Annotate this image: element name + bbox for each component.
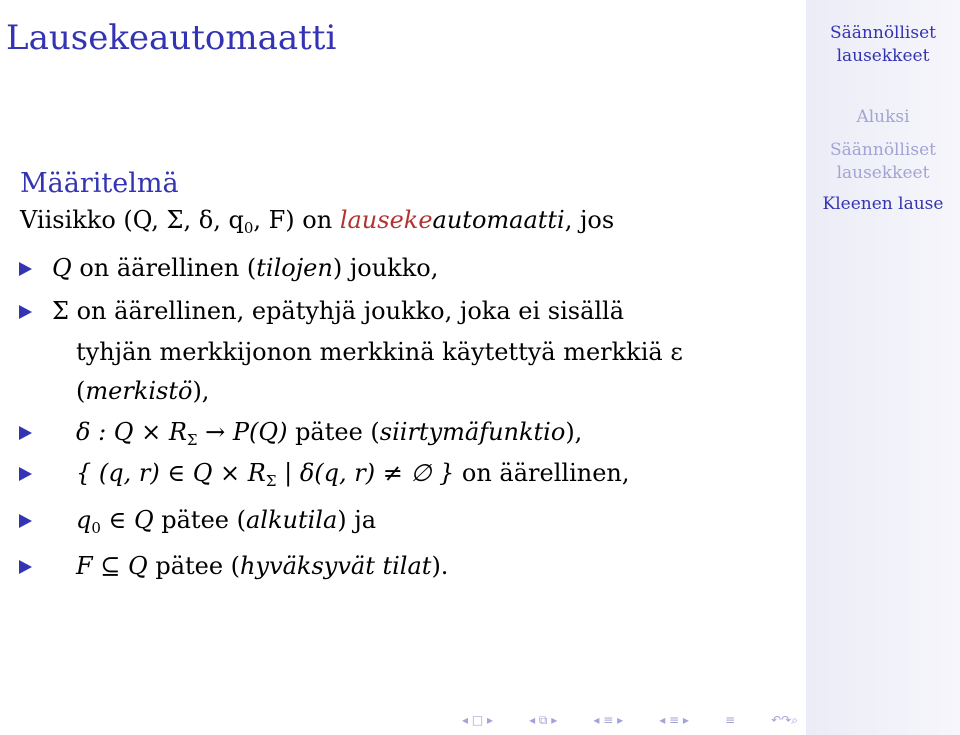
- intro-sub: 0: [243, 219, 254, 237]
- item-text: on äärellinen (: [71, 254, 257, 282]
- item-italic: merkistö: [85, 377, 193, 405]
- item-text: ),: [192, 377, 210, 405]
- item-math: δ : Q × R: [76, 418, 187, 446]
- item-text: ) ja: [337, 506, 377, 534]
- item-text: (: [76, 377, 86, 405]
- item-text: ).: [431, 552, 449, 580]
- item-italic: hyväksyvät tilat: [240, 552, 432, 580]
- list-item: [76, 459, 630, 490]
- bullet-icon: [19, 305, 32, 319]
- nav-subsection-icon[interactable]: ◂ ≡ ▸: [593, 713, 624, 727]
- beamer-navigation: [462, 713, 798, 727]
- block-title: Määritelmä: [20, 168, 179, 199]
- item-text: ),: [565, 418, 583, 446]
- keyword-lauseke: lauseke: [339, 206, 433, 234]
- intro-math: Viisikko (Q, Σ, δ, q: [20, 206, 244, 234]
- nav-align-icon[interactable]: ≡: [724, 713, 736, 727]
- list-item-continuation: [76, 377, 209, 405]
- item-sub: Σ: [265, 472, 277, 490]
- list-item: [52, 297, 624, 325]
- bullet-icon: [19, 426, 32, 440]
- sidebar: [806, 0, 960, 735]
- item-sub: Σ: [186, 431, 198, 449]
- frame-title: Lausekeautomaatti: [6, 18, 337, 58]
- item-text: pätee (: [287, 418, 380, 446]
- item-text: pätee (: [153, 506, 246, 534]
- nav-prev-icon[interactable]: ◂ □ ▸: [462, 713, 494, 727]
- item-text: pätee (: [147, 552, 241, 580]
- item-text: on äärellinen, epätyhjä joukko, joka ei sisällä: [68, 297, 625, 325]
- item-math: Q: [52, 254, 72, 282]
- item-math: F ⊆ Q: [76, 552, 148, 580]
- sidebar-item-kleenen-lause[interactable]: Kleenen lause: [822, 194, 944, 214]
- item-sub: 0: [91, 519, 101, 537]
- bullet-icon: [19, 514, 32, 528]
- item-math: Σ: [52, 297, 69, 325]
- bullet-icon: [19, 467, 32, 481]
- item-italic: tilojen: [256, 254, 333, 282]
- item-text: on äärellinen,: [454, 459, 630, 487]
- list-item: [52, 254, 438, 282]
- bullet-icon: [19, 262, 32, 276]
- list-item: [76, 506, 376, 537]
- nav-section-icon[interactable]: ◂ ≡ ▸: [659, 713, 689, 727]
- nav-frame-icon[interactable]: ◂ ⧉ ▸: [529, 712, 558, 727]
- item-math: q: [76, 506, 92, 534]
- item-math: → P(Q): [197, 418, 288, 446]
- list-item: [76, 418, 582, 449]
- nav-search-icon[interactable]: ↶↷⌕: [771, 712, 798, 727]
- item-math: { (q, r) ∈ Q × R: [76, 459, 266, 487]
- item-text: ) joukko,: [332, 254, 439, 282]
- item-math: ∈ Q: [100, 506, 154, 534]
- intro-mid: , F) on: [253, 206, 340, 234]
- sidebar-title[interactable]: Säännölliset lausekkeet: [830, 23, 936, 66]
- intro-suffix: , jos: [564, 206, 615, 234]
- list-item-continuation: tyhjän merkkijonon merkkinä käytettyä merkkiä ε: [76, 338, 683, 366]
- bullet-icon: [19, 560, 32, 574]
- item-italic: siirtymäfunktio: [379, 418, 566, 446]
- item-math: | δ(q, r) ≠ ∅ }: [276, 459, 455, 487]
- sidebar-item-saannolliset-lausekkeet[interactable]: Säännölliset lausekkeet: [830, 140, 936, 183]
- intro-italic: automaatti: [432, 206, 565, 234]
- definition-intro: [20, 206, 614, 237]
- item-italic: alkutila: [245, 506, 338, 534]
- sidebar-item-aluksi[interactable]: Aluksi: [856, 107, 910, 127]
- list-item: [76, 552, 448, 580]
